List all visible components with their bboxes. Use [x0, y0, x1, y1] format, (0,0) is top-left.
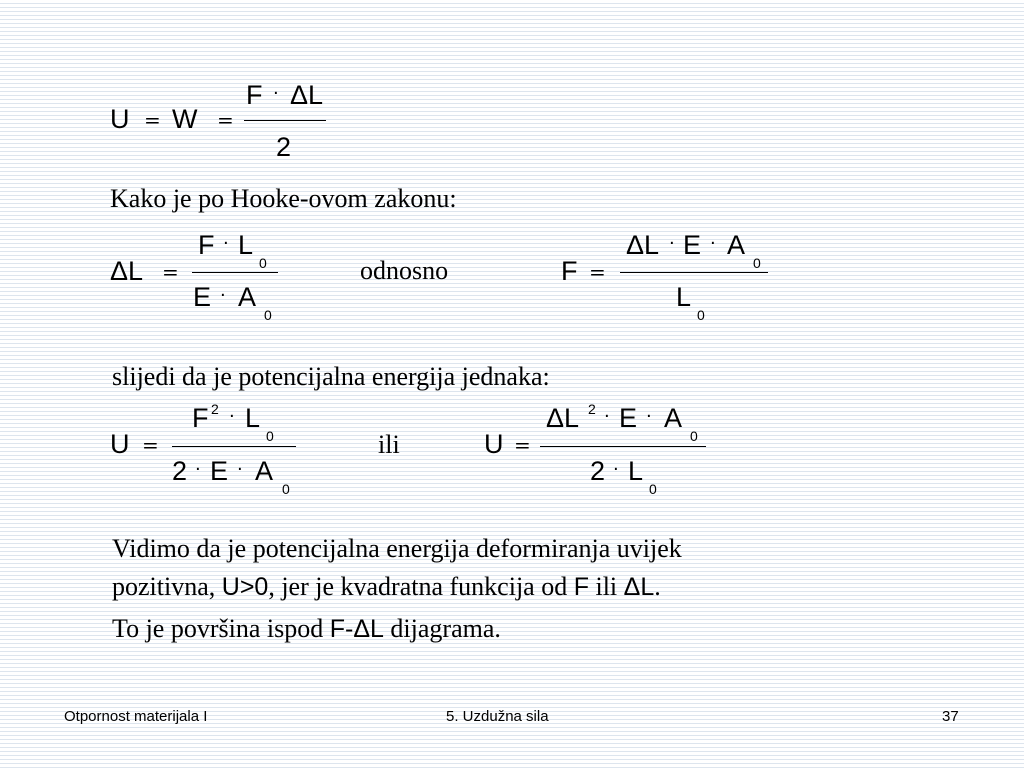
symbol-u: U — [484, 429, 504, 459]
subscript-zero: 0 — [753, 255, 761, 271]
numerator-length: L — [238, 230, 254, 260]
symbol-u: U — [110, 104, 130, 134]
multiply-dot: · — [710, 233, 716, 254]
numerator-area: A — [727, 230, 746, 260]
equals-sign: = — [144, 108, 161, 132]
numerator-force: F — [192, 403, 209, 433]
fraction-bar — [172, 446, 296, 447]
multiply-dot: · — [220, 285, 226, 306]
denominator-modulus: E — [193, 282, 212, 312]
paragraph-line-2 — [112, 568, 992, 606]
numerator-delta-l: ΔL — [626, 230, 660, 260]
denominator-area: A — [238, 282, 257, 312]
multiply-dot: · — [669, 233, 675, 254]
text-segment: ili — [588, 572, 624, 601]
text-segment: To je površina ispod — [112, 614, 330, 643]
conclusion-paragraph — [112, 530, 992, 648]
equals-sign: = — [589, 260, 606, 284]
subscript-zero: 0 — [264, 307, 272, 323]
numerator-length: L — [245, 403, 261, 433]
inline-math-delta-l: ΔL — [623, 573, 655, 601]
denominator-length: L — [628, 456, 644, 486]
numerator-modulus: E — [619, 403, 638, 433]
equals-sign: = — [162, 260, 179, 284]
denominator-two: 2 — [172, 456, 188, 486]
numerator-modulus: E — [683, 230, 702, 260]
word-odnosno: odnosno — [360, 256, 449, 285]
numerator-force: F — [198, 230, 215, 260]
multiply-dot: · — [237, 459, 243, 480]
text-hooke-law: Kako je po Hooke-ovom zakonu: — [110, 184, 457, 213]
numerator-delta-l: ΔL — [546, 403, 580, 433]
text-segment: dijagrama. — [383, 614, 501, 643]
denominator-two: 2 — [590, 456, 606, 486]
symbol-force: F — [561, 256, 578, 286]
paragraph-line-1: Vidimo da je potencijalna energija deformiranja uvijek — [112, 534, 682, 563]
subscript-zero: 0 — [649, 481, 657, 497]
fraction-bar — [540, 446, 706, 447]
multiply-dot: · — [195, 459, 201, 480]
text-segment: pozitivna, — [112, 572, 222, 601]
numerator-area: A — [664, 403, 683, 433]
denominator-two: 2 — [276, 132, 292, 162]
equals-sign: = — [514, 433, 531, 457]
word-ili: ili — [378, 430, 400, 459]
denominator-modulus: E — [210, 456, 229, 486]
text-segment: , jer je kvadratna funkcija od — [268, 572, 574, 601]
fraction-bar — [620, 272, 768, 273]
superscript-two: 2 — [211, 401, 219, 417]
denominator-length: L — [676, 282, 692, 312]
multiply-dot: · — [613, 459, 619, 480]
footer-page-number: 37 — [942, 708, 959, 725]
multiply-dot: · — [223, 233, 229, 254]
paragraph-line-3 — [112, 610, 992, 648]
equals-sign: = — [217, 108, 234, 132]
symbol-w: W — [172, 104, 198, 134]
subscript-zero: 0 — [690, 428, 698, 444]
fraction-bar — [192, 272, 278, 273]
equals-sign: = — [142, 433, 159, 457]
multiply-dot: · — [229, 406, 235, 427]
symbol-u: U — [110, 429, 130, 459]
subscript-zero: 0 — [259, 255, 267, 271]
subscript-zero: 0 — [266, 428, 274, 444]
symbol-delta-l: ΔL — [110, 256, 144, 286]
inline-math-force: F — [573, 573, 589, 601]
numerator-delta-l: ΔL — [290, 80, 324, 110]
footer-chapter-title: 5. Uzdužna sila — [446, 708, 549, 725]
text-segment: . — [654, 572, 661, 601]
denominator-area: A — [255, 456, 274, 486]
multiply-dot: · — [273, 83, 279, 104]
fraction-bar — [244, 120, 326, 121]
multiply-dot: · — [646, 406, 652, 427]
subscript-zero: 0 — [282, 481, 290, 497]
text-slijedi: slijedi da je potencijalna energija jednaka: — [112, 362, 550, 391]
subscript-zero: 0 — [697, 307, 705, 323]
multiply-dot: · — [604, 406, 610, 427]
inline-math-u-positive: U>0 — [221, 573, 269, 601]
superscript-two: 2 — [588, 401, 596, 417]
numerator-force: F — [246, 80, 263, 110]
footer-course-title: Otpornost materijala I — [64, 708, 208, 725]
inline-math-f-delta-l: F-ΔL — [329, 615, 384, 643]
